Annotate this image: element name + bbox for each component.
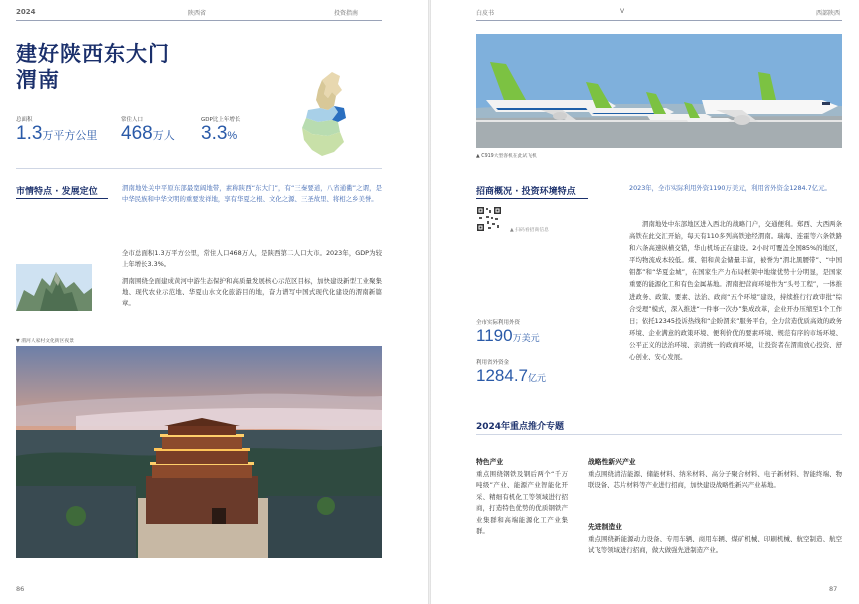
photo-caption-right: ▲ C919大型客机在此试飞机 — [476, 154, 537, 159]
topic-title-manufacturing: 先进制造业 — [588, 523, 622, 531]
investment-environment-paragraph: 渭南地处中东部地区进入西北的战略门户，交通便利。郑西、大西两条高铁在此交汇开始，每天有110多列高铁途经渭南。瑞海、连霍等六条铁路和六条高速纵横交错，华山机场正在建设。2小时可覆盖全国85%的地区，平均物流成本较低。煤、钼和黄金储量丰富，被誉为“渭北黑腰带”、“中国钼都”和“华夏金城”，在国家生产力布局框架中地缘优势十分明显，是国家重要的能源化工和有色金属基地。渭南把营商环境作为“头号工程”，一体推进政务、政策、要素、法治、政商“五个环境”建设，持续推行行政审批“综合受理”模式，深入推进“一件事一次办”集成改革，企业开办压缩至1个工作日；依托12345投诉热线和“企盼渭来”服务平台，全力营造优质高效的政务环境、企业满意的政策环境、便利价优的要素环境、规范有序的市场环境、公平正义的法治环境、亲清统一的政商环境，让投资者在渭南放心投资、舒心创业、安心发展。 — [629, 220, 842, 362]
header-section-right: 西部陕西 — [816, 10, 841, 17]
stat-value-area: 1.3万平方公里 — [16, 123, 98, 144]
page-title-city: 渭南 — [16, 68, 60, 92]
aircraft-photo — [476, 34, 842, 148]
development-paragraph: 渭南围绕全面建成黄河中游生态保护和高质量发展核心示范区目标，加快建设新型工业聚集地、现代农业示范地、华夏山水文化旅游目的地，奋力谱写中国式现代化建设的渭南新篇章。 — [122, 277, 382, 308]
header-edition: 陕西省 — [188, 10, 207, 17]
topic-title-emerging: 战略性新兴产业 — [588, 458, 636, 466]
topic-body-characteristic: 重点围绕钢铁及钢后两个“千万吨级”产业、能源产业智能化开采、精细有机化工等领域进行招商，打造特色优势的优质钢铁产业集群和高端能源化工产业集群。 — [476, 470, 568, 536]
intro-paragraph: 渭南地处关中平原东部最宽阔地带，素称陕西“东大门”，有“三秦要道，八省通衢”之谓，是中华民族和中华文明的重要发祥地，享有华夏之根、文化之源、三圣故里、将相之乡美誉。 — [122, 184, 382, 204]
section-underline — [16, 198, 108, 199]
header-year: 2024 — [16, 8, 36, 16]
photo-caption-left: ▼ 渭河人家村文化街区夜景 — [16, 339, 74, 344]
header-mark: V — [620, 8, 625, 15]
topic-body-manufacturing: 重点围绕新能源动力设备、专用车辆、商用车辆、煤矿机械、印刷机械、航空制造、航空试飞等领域进行招商，做大做强先进制造产业。 — [588, 535, 842, 555]
header-edition-right: 白皮书 — [476, 10, 495, 17]
section-heading-market: 市情特点 · 发展定位 — [16, 187, 98, 197]
divider — [16, 168, 382, 169]
stat-value-foreign-capital: 1190万美元 — [476, 326, 540, 345]
stat-label-gdp: GDP比上年增长 — [201, 117, 241, 123]
right-page — [431, 0, 859, 604]
stat-value-gdp: 3.3% — [201, 123, 238, 144]
section-underline-right — [476, 198, 588, 199]
stat-label-foreign-capital: 全市实际利用外资 — [476, 320, 521, 326]
topics-rule — [476, 434, 842, 435]
header-rule — [16, 20, 382, 21]
left-page — [0, 0, 429, 604]
header-rule-right — [476, 20, 842, 21]
qr-caption: ▲ 扫码看招商信息 — [510, 228, 549, 233]
header-section: 投资指南 — [334, 10, 359, 17]
topic-title-characteristic: 特色产业 — [476, 458, 504, 466]
shaanxi-map-icon — [298, 70, 350, 160]
population-paragraph: 全市总面积1.3万平方公里，常住人口468万人，是陕西第二人口大市。2023年，GDP为较上年增长3.3%。 — [122, 249, 382, 269]
page-number-right: 87 — [829, 585, 838, 593]
section-heading-2024-topics: 2024年重点推介专题 — [476, 422, 565, 432]
stat-label-population: 常住人口 — [121, 117, 144, 123]
stat-label-area: 总面积 — [16, 117, 33, 123]
topic-body-emerging: 重点围绕清洁能源、储能材料、纳米材料、高分子聚合材料、电子新材料、智能终端、物联设备、芯片材料等产业进行招商，加快建设战略性新兴产业基地。 — [588, 470, 842, 490]
page-title: 建好陕西东大门 — [16, 42, 170, 66]
qr-code[interactable] — [476, 206, 502, 232]
stat-value-external-funds: 1284.7亿元 — [476, 366, 547, 385]
page-number-left: 86 — [16, 585, 25, 593]
investment-highlight: 2023年，全市实际利用外资1190万美元，利用省外资金1284.7亿元。 — [629, 184, 831, 192]
section-heading-investment: 招商概况 · 投资环境特点 — [476, 187, 576, 197]
city-tower-photo — [16, 346, 382, 558]
stat-value-population: 468万人 — [121, 123, 175, 144]
stat-label-external-funds: 利用省外资金 — [476, 360, 510, 366]
mountain-photo — [16, 264, 92, 311]
